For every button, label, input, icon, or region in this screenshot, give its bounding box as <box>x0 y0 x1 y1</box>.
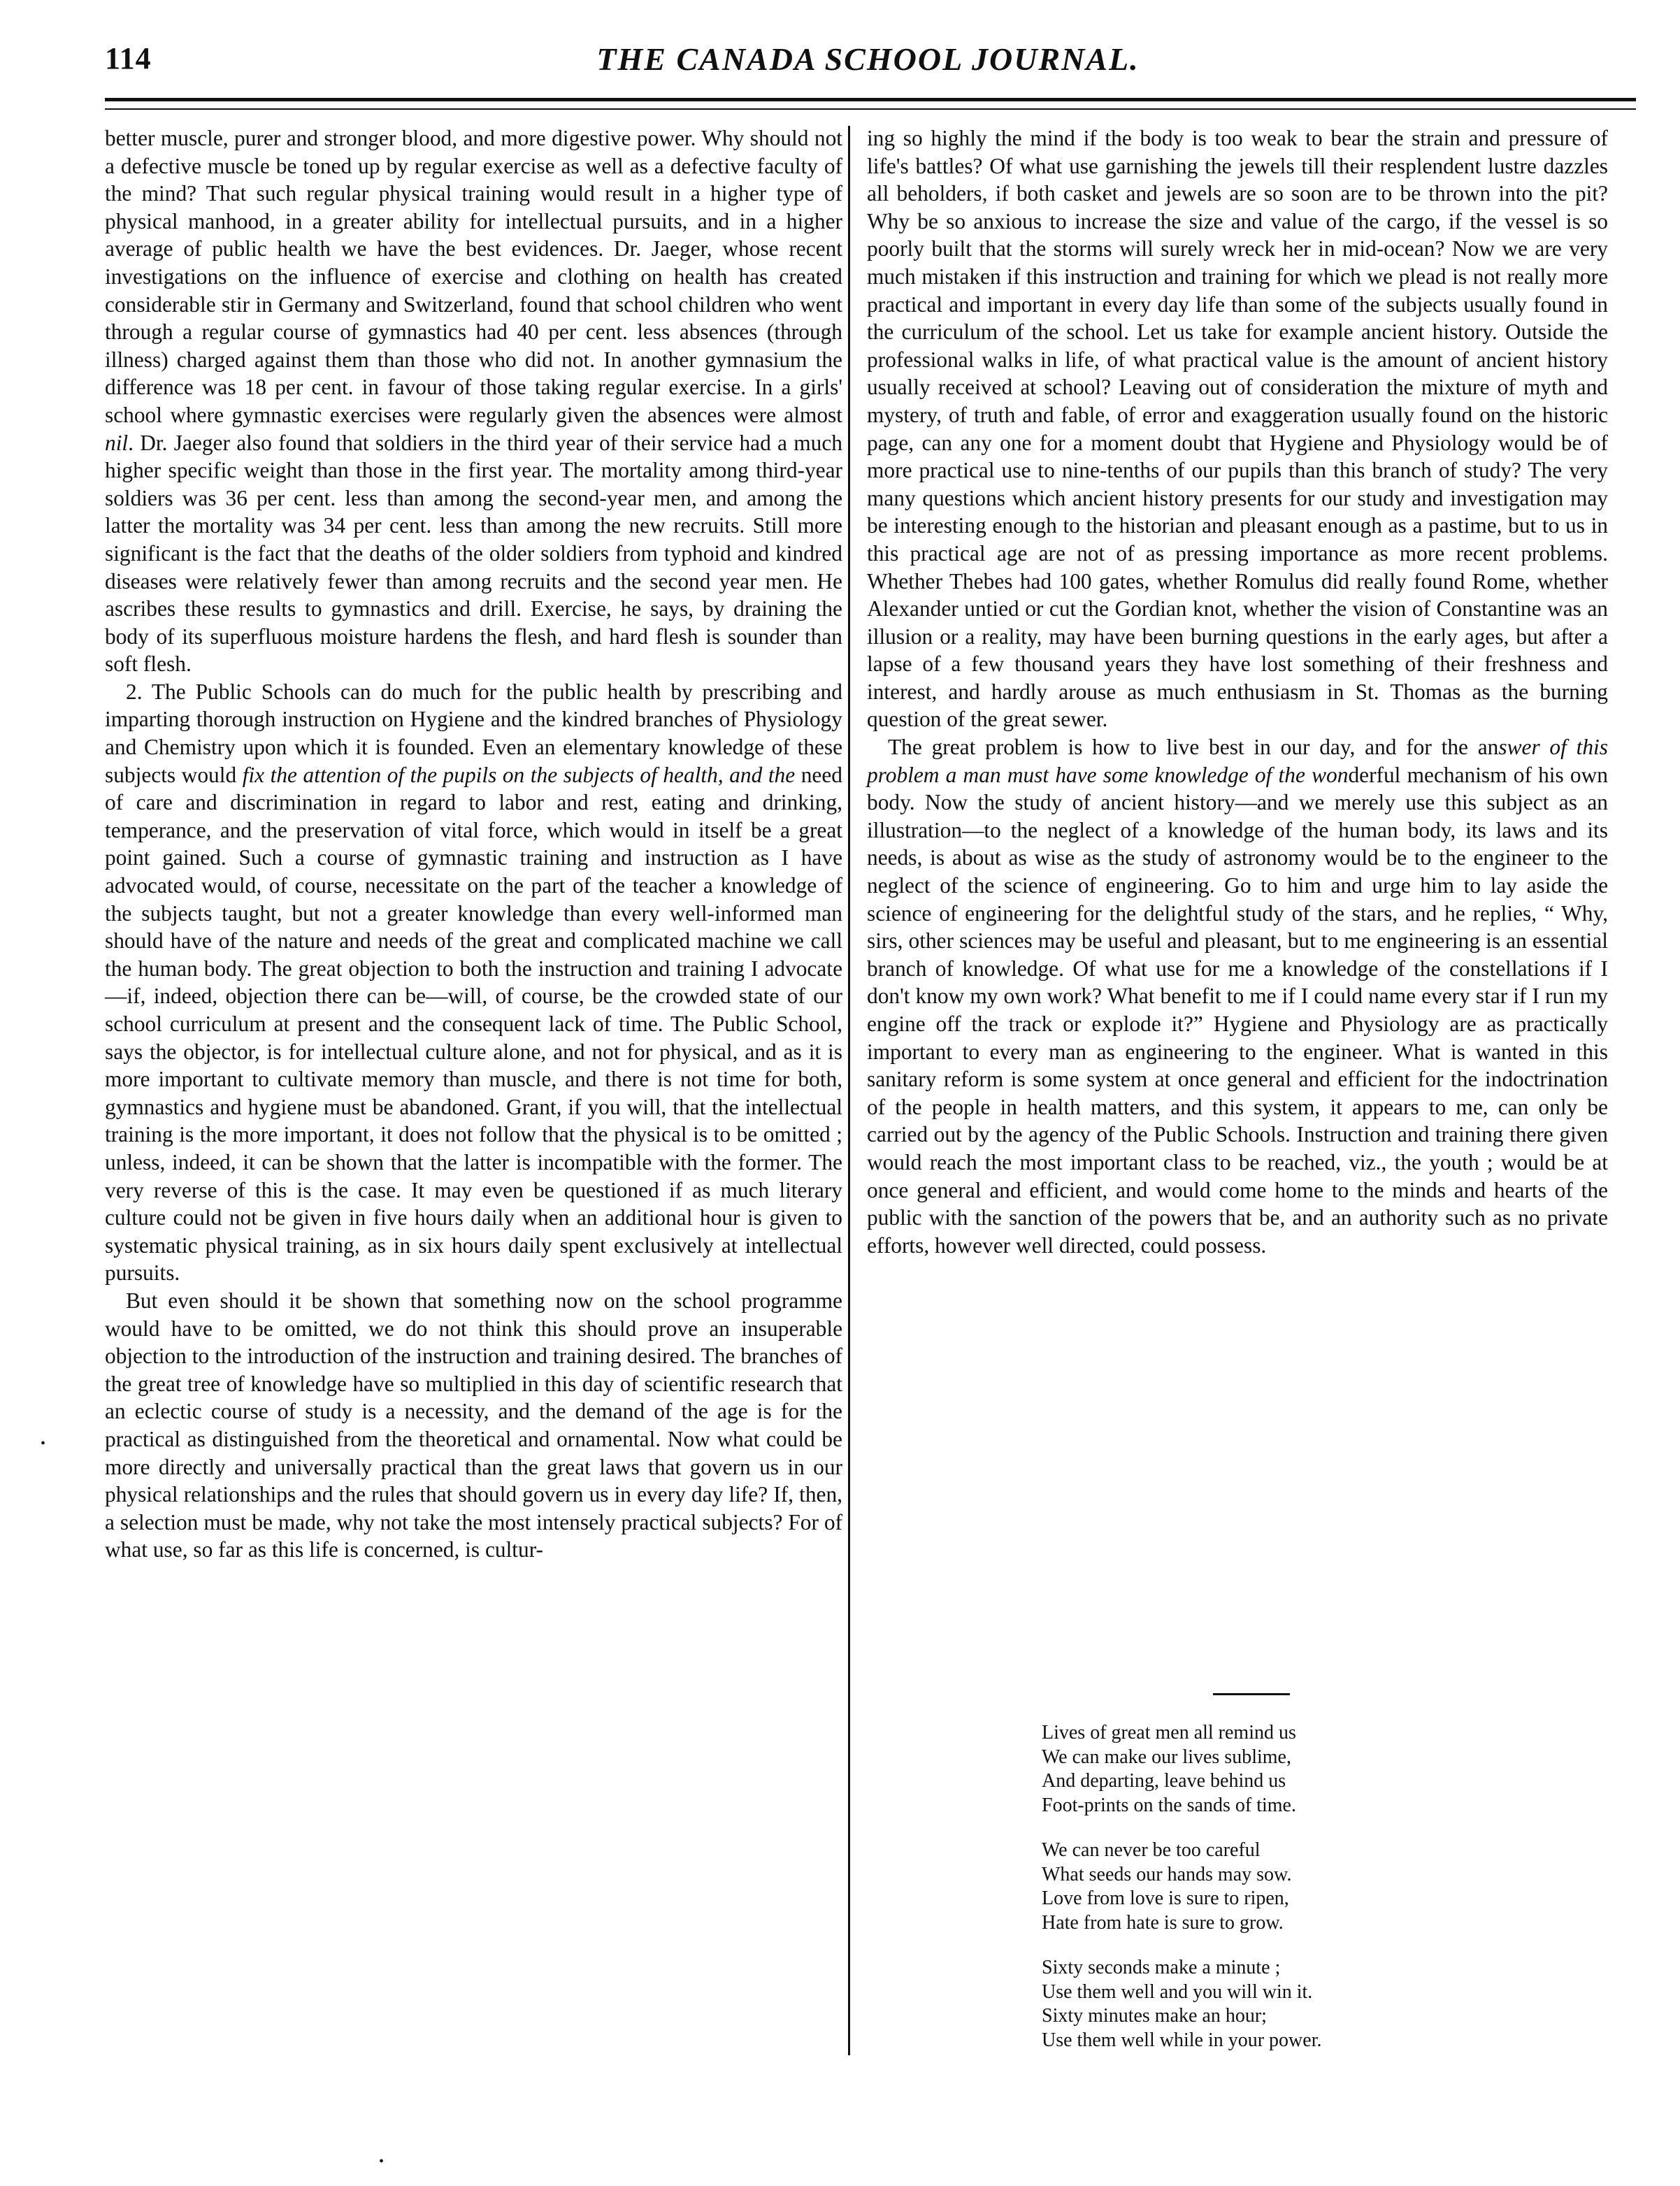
poem-line: Hate from hate is sure to grow. <box>1042 1911 1284 1934</box>
bottom-dot-mark: • <box>379 2154 385 2169</box>
poem-line: What seeds our hands may sow. <box>1042 1863 1292 1885</box>
left-column <box>105 124 842 1564</box>
italic-run: swer of this problem a man must have some knowledge of the won <box>867 735 1608 787</box>
journal-title: THE CANADA SCHOOL JOURNAL. <box>596 41 1140 77</box>
poem-line: Lives of great men all remind us <box>1042 1722 1296 1743</box>
italic-run: fix the attention of the pupils on the subjects of health, and the <box>242 762 796 787</box>
text-run: 2. The Public Schools can do much for the public health by prescribing and imparting thorough instruction on Hygiene and the kindred branches of Physiology and Chemistry upon which it is founded. Even an elementary knowledge of these subjects would <box>105 679 842 787</box>
poem-stanza <box>1042 1956 1531 2052</box>
poem-line: Foot-prints on the sands of time. <box>1042 1794 1296 1816</box>
text-run: . Dr. Jaeger also found that soldiers in the third year of their service had a much higher specific weight than those in the first year. The mortality among third-year soldiers was 36 per cent. less than among the second-year men, and among the latter the mortality was 34 per cent. less than among the new recruits. Still more significant is the fact that the deaths of the older soldiers from typhoid and kindred diseases were relatively fewer than among recruits and the second year men. He ascribes these results to gymnastics and drill. Exercise, he says, by draining the body of its superfluous moisture hardens the flesh, and hard flesh is sounder than soft flesh. <box>105 430 842 677</box>
poem-line: We can make our lives sublime, <box>1042 1746 1291 1768</box>
poem-separator-rule <box>1213 1693 1290 1695</box>
poem-line: Sixty seconds make a minute ; <box>1042 1957 1281 1978</box>
poem-line: Love from love is sure to ripen, <box>1042 1887 1289 1909</box>
text-run: ing so highly the mind if the body is too weak to bear the strain and pressure of life's battles? Of what use garnishing the jewels till their resplendent lustre dazzles all beholders, if both casket and jewels are so soon are to be thrown into the pit? Why be so anxious to increase the size and value of the cargo, if the vessel is so poorly built that the storms will surely wreck her in mid-ocean? Now we are very much mistaken if this instruction and training for which we plead is not really more practical and important in every day life than some of the subjects usually found in the curriculum of the school. Let us take for example ancient history. Outside the professional walks in life, of what practical value is the amount of ancient history usually received at school? Leaving out of consideration the mixture of myth and mystery, of truth and fable, of error and exaggeration usually found on the historic page, can any one for a moment doubt that Hygiene and Physiology would be of more practical use to nine-tenths of our pupils than this branch of study? The very many questions which ancient history presents for our study and investigation may be interesting enough to the historian and pleasant enough as a pastime, but to us in this practical age are not of as pressing importance as more recent problems. Whether Thebes had 100 gates, whether Romulus did really found Rome, whether Alexander untied or cut the Gordian knot, whether the vision of Constantine was an illusion or a reality, may have been burning questions in the early ages, but after a lapse of a few thousand years they have lost something of their freshness and interest, and hardly arouse as much enthusiasm in St. Thomas as the burning question of the great sewer. <box>867 126 1608 732</box>
poem-line: We can never be too careful <box>1042 1839 1261 1861</box>
column-divider <box>848 126 850 2055</box>
poem <box>1042 1721 1531 2073</box>
paragraph <box>105 678 842 1287</box>
paragraph <box>105 1287 842 1564</box>
margin-dot-mark: • <box>41 1436 46 1451</box>
text-run: need of care and discrimination in regard to labor and rest, eating and drinking, temperance, and the preservation of vital force, which would in itself be a great point gained. Such a course of gymnastic training and instruction as I have advocated would, of course, necessitate on the part of the teacher a knowledge of the subjects taught, but not a greater knowledge than every well-informed man should have of the nature and needs of the great and complicated machine we call the human body. The great objection to both the instruction and training I advocate—if, indeed, objection there can be—will, of course, be the crowded state of our school curriculum at present and the consequent lack of time. The Public School, says the objector, is for intellectual culture alone, and not for physical, and as it is more important to cultivate memory than muscle, and there is not time for both, gymnastics and hygiene must be abandoned. Grant, if you will, that the intellectual training is the more important, it does not follow that the physical is to be omitted ; unless, indeed, it can be shown that the latter is incompatible with the former. The very reverse of this is the case. It may even be questioned if as much literary culture could not be given in five hours daily when an additional hour is given to systematic physical training, as in six hours daily spent exclusively at intellectual pursuits. <box>105 762 842 1286</box>
paragraph <box>105 124 842 678</box>
text-run: The great problem is how to live best in our day, and for the an <box>888 735 1499 760</box>
paragraph <box>867 124 1608 733</box>
poem-line: Use them well and you will win it. <box>1042 1980 1313 2003</box>
poem-stanza <box>1042 1839 1531 1935</box>
poem-line: Sixty minutes make an hour; <box>1042 2005 1267 2027</box>
paragraph <box>867 733 1608 1259</box>
text-run: better muscle, purer and stronger blood, and more digestive power. Why should not a defective muscle be toned up by regular exercise as well as a defective faculty of the mind? That such regular physical training would result in a higher type of physical manhood, in a greater ability for intellectual pursuits, and in a higher average of public health we have the best evidences. Dr. Jaeger, whose recent investigations on the influence of exercise and clothing on health has created considerable stir in Germany and Switzerland, found that school children who went through a regular course of gymnastics had 40 per cent. less absences (through illness) charged against them than those who did not. In another gymnasium the difference was 18 per cent. in favour of those taking regular exercise. In a girls' school where gymnastic exercises were regularly given the absences were almost <box>105 126 842 427</box>
poem-stanza <box>1042 1721 1531 1818</box>
page-number: 114 <box>105 41 152 75</box>
header-rule-thick <box>105 98 1636 101</box>
text-run: But even should it be shown that something now on the school programme would have to be omitted, we do not think this should prove an insuperable objection to the introduction of the instruction and training desired. The branches of the great tree of knowledge have so multiplied in this day of scientific research that an eclectic course of study is a necessity, and the demand of the age is for the practical as distinguished from the theoretical and ornamental. Now what could be more directly and universally practical than the great laws that govern us in our physical relationships and the rules that should govern us in every day life? If, then, a selection must be made, why not take the most intensely practical subjects? For of what use, so far as this life is concerned, is cultur- <box>105 1288 842 1562</box>
poem-line: And departing, leave behind us <box>1042 1770 1286 1792</box>
right-column <box>867 124 1608 1259</box>
text-run: derful mechanism of his own body. Now the study of ancient history—and we merely use this subject as an illustration—to the neglect of a knowledge of the human body, its laws and its needs, is about as wise as the study of astronomy would be to the engineer to the neglect of the science of engineering. Go to him and urge him to lay aside the science of engineering for the delightful study of the stars, and he replies, “ Why, sirs, other sciences may be useful and pleasant, but to me engineering is an essential branch of knowledge. Of what use for me a knowledge of the constellations if I don't know my own work? What benefit to me if I could name every star if I run my engine off the track or explode it?” Hygiene and Physiology are as practically important to every man as engineering to the engineer. What is wanted in this sanitary reform is some system at once general and efficient for the indoctrination of the people in health matters, and this system, it appears to me, can only be carried out by the agency of the Public Schools. Instruction and training there given would reach the most important class to be reached, viz., the youth ; would be at once general and efficient, and would come home to the minds and hearts of the public with the sanction of the powers that be, and an authority such as no private efforts, however well directed, could possess. <box>867 762 1608 1258</box>
italic-run: nil <box>105 430 129 455</box>
poem-line: Use them well while in your power. <box>1042 2029 1322 2051</box>
header-rule-thin <box>105 108 1636 110</box>
